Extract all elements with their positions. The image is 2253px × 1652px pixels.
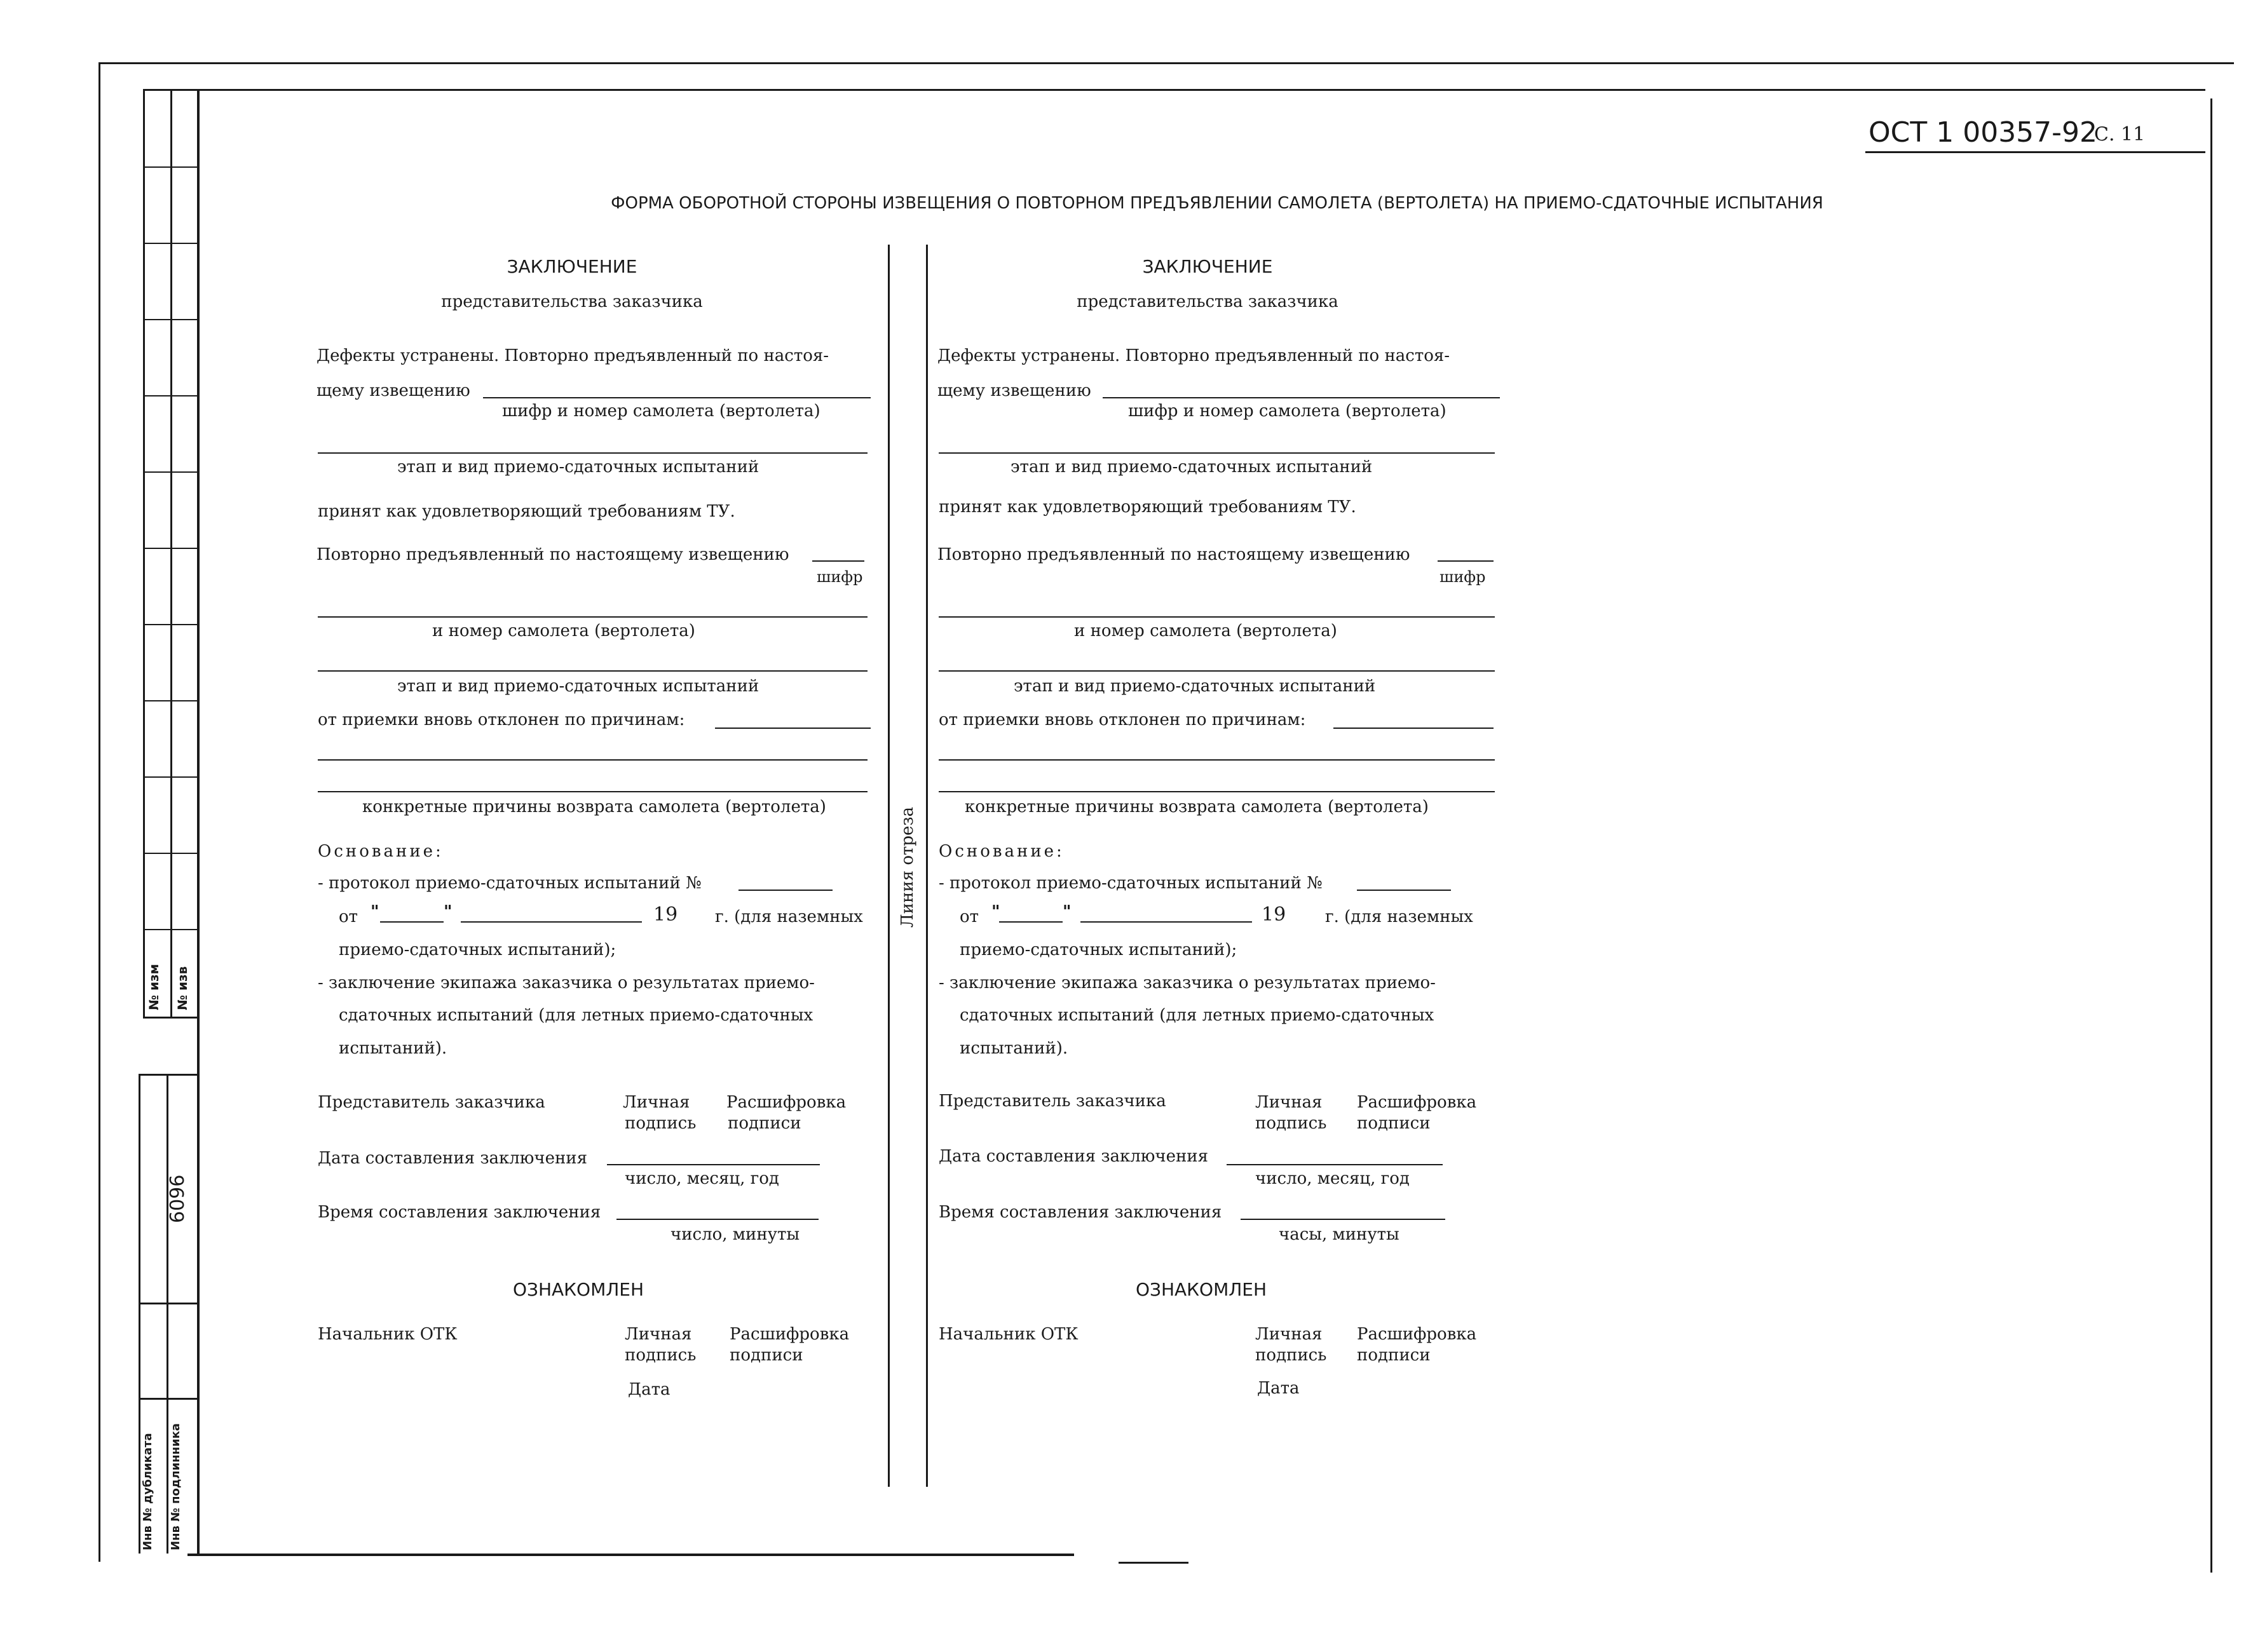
decoding-label-1: Расшифровка xyxy=(726,1093,847,1112)
number-field[interactable] xyxy=(318,616,868,618)
reasons-field-3[interactable] xyxy=(939,791,1495,792)
caption-cipher: шифр xyxy=(1440,568,1486,586)
month-field[interactable] xyxy=(461,921,642,923)
defects-text: Дефекты устранены. Повторно предъявленный по настоя- xyxy=(937,346,1450,365)
accepted-text: принят как удовлетворяющий требованиям ТУ. xyxy=(318,502,735,521)
caption-stage: этап и вид приемо-сдаточных испытаний xyxy=(397,457,759,477)
reasons-field-3[interactable] xyxy=(318,791,868,792)
decoding-label-1: Расшифровка xyxy=(1357,1093,1477,1112)
field-top-line xyxy=(143,89,2205,91)
aircraft-field[interactable] xyxy=(1103,397,1500,398)
signature-label-1: Личная xyxy=(1255,1093,1323,1112)
otk-signature-label-2: подпись xyxy=(1255,1346,1327,1365)
stage-field-2[interactable] xyxy=(318,670,868,672)
otk-signature-label-1: Личная xyxy=(625,1325,692,1344)
cut-line-label: Линия отреза xyxy=(898,806,917,928)
cipher-field[interactable] xyxy=(812,560,864,562)
day-field[interactable] xyxy=(380,921,444,923)
caption-reasons: конкретные причины возврата самолета (вертолета) xyxy=(362,797,826,816)
otk-decoding-label-2: подписи xyxy=(1357,1346,1431,1365)
caption-stage: этап и вид приемо-сдаточных испытаний xyxy=(1011,457,1373,477)
stage-field-2[interactable] xyxy=(939,670,1495,672)
caption-aircraft: шифр и номер самолета (вертолета) xyxy=(1128,402,1446,421)
otk-signature-label-2: подпись xyxy=(625,1346,697,1365)
doc-number: ОСТ 1 00357-92 xyxy=(1868,116,2098,149)
ground-tests-text: г. (для наземных xyxy=(715,907,863,926)
repeat-text: Повторно предъявленный по настоящему извещению xyxy=(937,545,1410,564)
otk-date-label: Дата xyxy=(1257,1379,1300,1398)
frame-bottom-line-right xyxy=(1119,1562,1188,1564)
otk-decoding-label-1: Расшифровка xyxy=(1357,1325,1477,1344)
frame-left-line xyxy=(99,62,100,1562)
rejected-text: от приемки вновь отклонен по причинам: xyxy=(939,710,1306,729)
cut-line-right xyxy=(926,245,928,1487)
date-compiled-label: Дата составления заключения xyxy=(318,1149,588,1168)
cut-line-left xyxy=(888,245,890,1487)
basis-label: Основание: xyxy=(318,842,444,861)
otk-signature-label-1: Личная xyxy=(1255,1325,1323,1344)
crew-conclusion-text-3: испытаний). xyxy=(339,1039,447,1058)
protocol-number-field[interactable] xyxy=(739,890,833,891)
date-quote-close: " xyxy=(444,902,453,921)
year-19: 19 xyxy=(653,904,678,926)
izm-label: № изм xyxy=(146,963,161,1010)
date-compiled-field[interactable] xyxy=(607,1164,820,1165)
decoding-label-2: подписи xyxy=(728,1114,801,1133)
year-19: 19 xyxy=(1262,904,1286,926)
accepted-text: принят как удовлетворяющий требованиям ТУ. xyxy=(939,498,1356,517)
caption-date: число, месяц, год xyxy=(625,1169,779,1188)
day-field[interactable] xyxy=(999,921,1063,923)
header-underline xyxy=(1865,151,2205,153)
inventory-number: 6096 xyxy=(167,1174,189,1223)
signature-label-1: Личная xyxy=(623,1093,690,1112)
signature-label-2: подпись xyxy=(625,1114,697,1133)
conclusion-subtitle: представительства заказчика xyxy=(1077,292,1338,311)
otk-date-label: Дата xyxy=(628,1380,670,1399)
reasons-field-2[interactable] xyxy=(318,759,868,761)
reasons-field-2[interactable] xyxy=(939,759,1495,761)
caption-stage-2: этап и вид приемо-сдаточных испытаний xyxy=(397,677,759,696)
reasons-field-1[interactable] xyxy=(1333,728,1494,729)
caption-time: число, минуты xyxy=(670,1225,800,1244)
time-compiled-label: Время составления заключения xyxy=(318,1203,601,1222)
defects-text: Дефекты устранены. Повторно предъявленный по настоя- xyxy=(317,346,829,365)
time-compiled-label: Время составления заключения xyxy=(939,1203,1222,1222)
frame-right-line xyxy=(2210,98,2212,1573)
familiarized-title: ОЗНАКОМЛЕН xyxy=(1135,1279,1267,1300)
repeat-text: Повторно предъявленный по настоящему извещению xyxy=(317,545,789,564)
date-quote-open: " xyxy=(991,902,1000,921)
stage-field[interactable] xyxy=(939,452,1495,454)
signature-label-2: подпись xyxy=(1255,1114,1327,1133)
date-from-label: от xyxy=(960,907,979,926)
protocol-text: - протокол приемо-сдаточных испытаний № xyxy=(318,874,702,893)
protocol-number-field[interactable] xyxy=(1357,890,1451,891)
month-field[interactable] xyxy=(1080,921,1252,923)
date-from-label: от xyxy=(339,907,358,926)
caption-reasons: конкретные причины возврата самолета (вертолета) xyxy=(965,797,1429,816)
notice-text: щему извещению xyxy=(317,381,470,400)
form-title: ФОРМА ОБОРОТНОЙ СТОРОНЫ ИЗВЕЩЕНИЯ О ПОВТОРНОМ ПРЕДЪЯВЛЕНИИ САМОЛЕТА (ВЕРТОЛЕТА) НА ПРИЕМО-СДАТОЧНЫЕ ИСПЫТАНИЯ xyxy=(611,194,1823,213)
conclusion-title: ЗАКЛЮЧЕНИЕ xyxy=(507,256,637,277)
number-field[interactable] xyxy=(939,616,1495,618)
time-compiled-field[interactable] xyxy=(1241,1219,1445,1220)
date-compiled-label: Дата составления заключения xyxy=(939,1147,1209,1166)
time-compiled-field[interactable] xyxy=(616,1219,819,1220)
crew-conclusion-text: - заключение экипажа заказчика о результатах приемо- xyxy=(939,973,1436,992)
caption-number: и номер самолета (вертолета) xyxy=(432,621,695,640)
page-number: С. 11 xyxy=(2094,123,2146,146)
crew-conclusion-text: - заключение экипажа заказчика о результатах приемо- xyxy=(318,973,815,992)
ground-tests-text-2: приемо-сдаточных испытаний); xyxy=(339,940,616,959)
caption-date: число, месяц, год xyxy=(1255,1169,1410,1188)
otk-decoding-label-1: Расшифровка xyxy=(730,1325,850,1344)
date-quote-open: " xyxy=(371,902,379,921)
frame-bottom-line xyxy=(187,1554,1074,1556)
familiarized-title: ОЗНАКОМЛЕН xyxy=(512,1279,644,1300)
crew-conclusion-text-2: сдаточных испытаний (для летных приемо-сдаточных xyxy=(339,1006,813,1025)
stage-field[interactable] xyxy=(318,452,868,454)
basis-label: Основание: xyxy=(939,842,1065,861)
ground-tests-text-2: приемо-сдаточных испытаний); xyxy=(960,940,1237,959)
ground-tests-text: г. (для наземных xyxy=(1325,907,1473,926)
otk-chief-label: Начальник ОТК xyxy=(939,1325,1079,1344)
frame-top-line xyxy=(99,62,2234,64)
otk-chief-label: Начальник ОТК xyxy=(318,1325,458,1344)
notice-text: щему извещению xyxy=(937,381,1091,400)
aircraft-field[interactable] xyxy=(483,397,871,398)
caption-time: часы, минуты xyxy=(1279,1225,1399,1244)
reasons-field-1[interactable] xyxy=(715,728,871,729)
crew-conclusion-text-2: сдаточных испытаний (для летных приемо-сдаточных xyxy=(960,1006,1434,1025)
otk-decoding-label-2: подписи xyxy=(730,1346,803,1365)
conclusion-title: ЗАКЛЮЧЕНИЕ xyxy=(1142,256,1273,277)
date-quote-close: " xyxy=(1063,902,1072,921)
izv-label: № изв xyxy=(175,966,190,1010)
representative-label: Представитель заказчика xyxy=(318,1093,545,1112)
decoding-label-2: подписи xyxy=(1357,1114,1431,1133)
caption-number: и номер самолета (вертолета) xyxy=(1074,621,1337,640)
protocol-text: - протокол приемо-сдаточных испытаний № xyxy=(939,874,1323,893)
caption-stage-2: этап и вид приемо-сдаточных испытаний xyxy=(1014,677,1376,696)
caption-cipher: шифр xyxy=(817,568,863,586)
field-left-line xyxy=(197,89,200,1554)
crew-conclusion-text-3: испытаний). xyxy=(960,1039,1068,1058)
rejected-text: от приемки вновь отклонен по причинам: xyxy=(318,710,685,729)
inv-original-label: Инв № подлинника xyxy=(169,1423,182,1550)
representative-label: Представитель заказчика xyxy=(939,1092,1166,1111)
caption-aircraft: шифр и номер самолета (вертолета) xyxy=(502,402,820,421)
inv-dublicate-label: Инв № дубликата xyxy=(141,1433,154,1550)
conclusion-subtitle: представительства заказчика xyxy=(441,292,703,311)
cipher-field[interactable] xyxy=(1438,560,1494,562)
date-compiled-field[interactable] xyxy=(1227,1164,1443,1165)
